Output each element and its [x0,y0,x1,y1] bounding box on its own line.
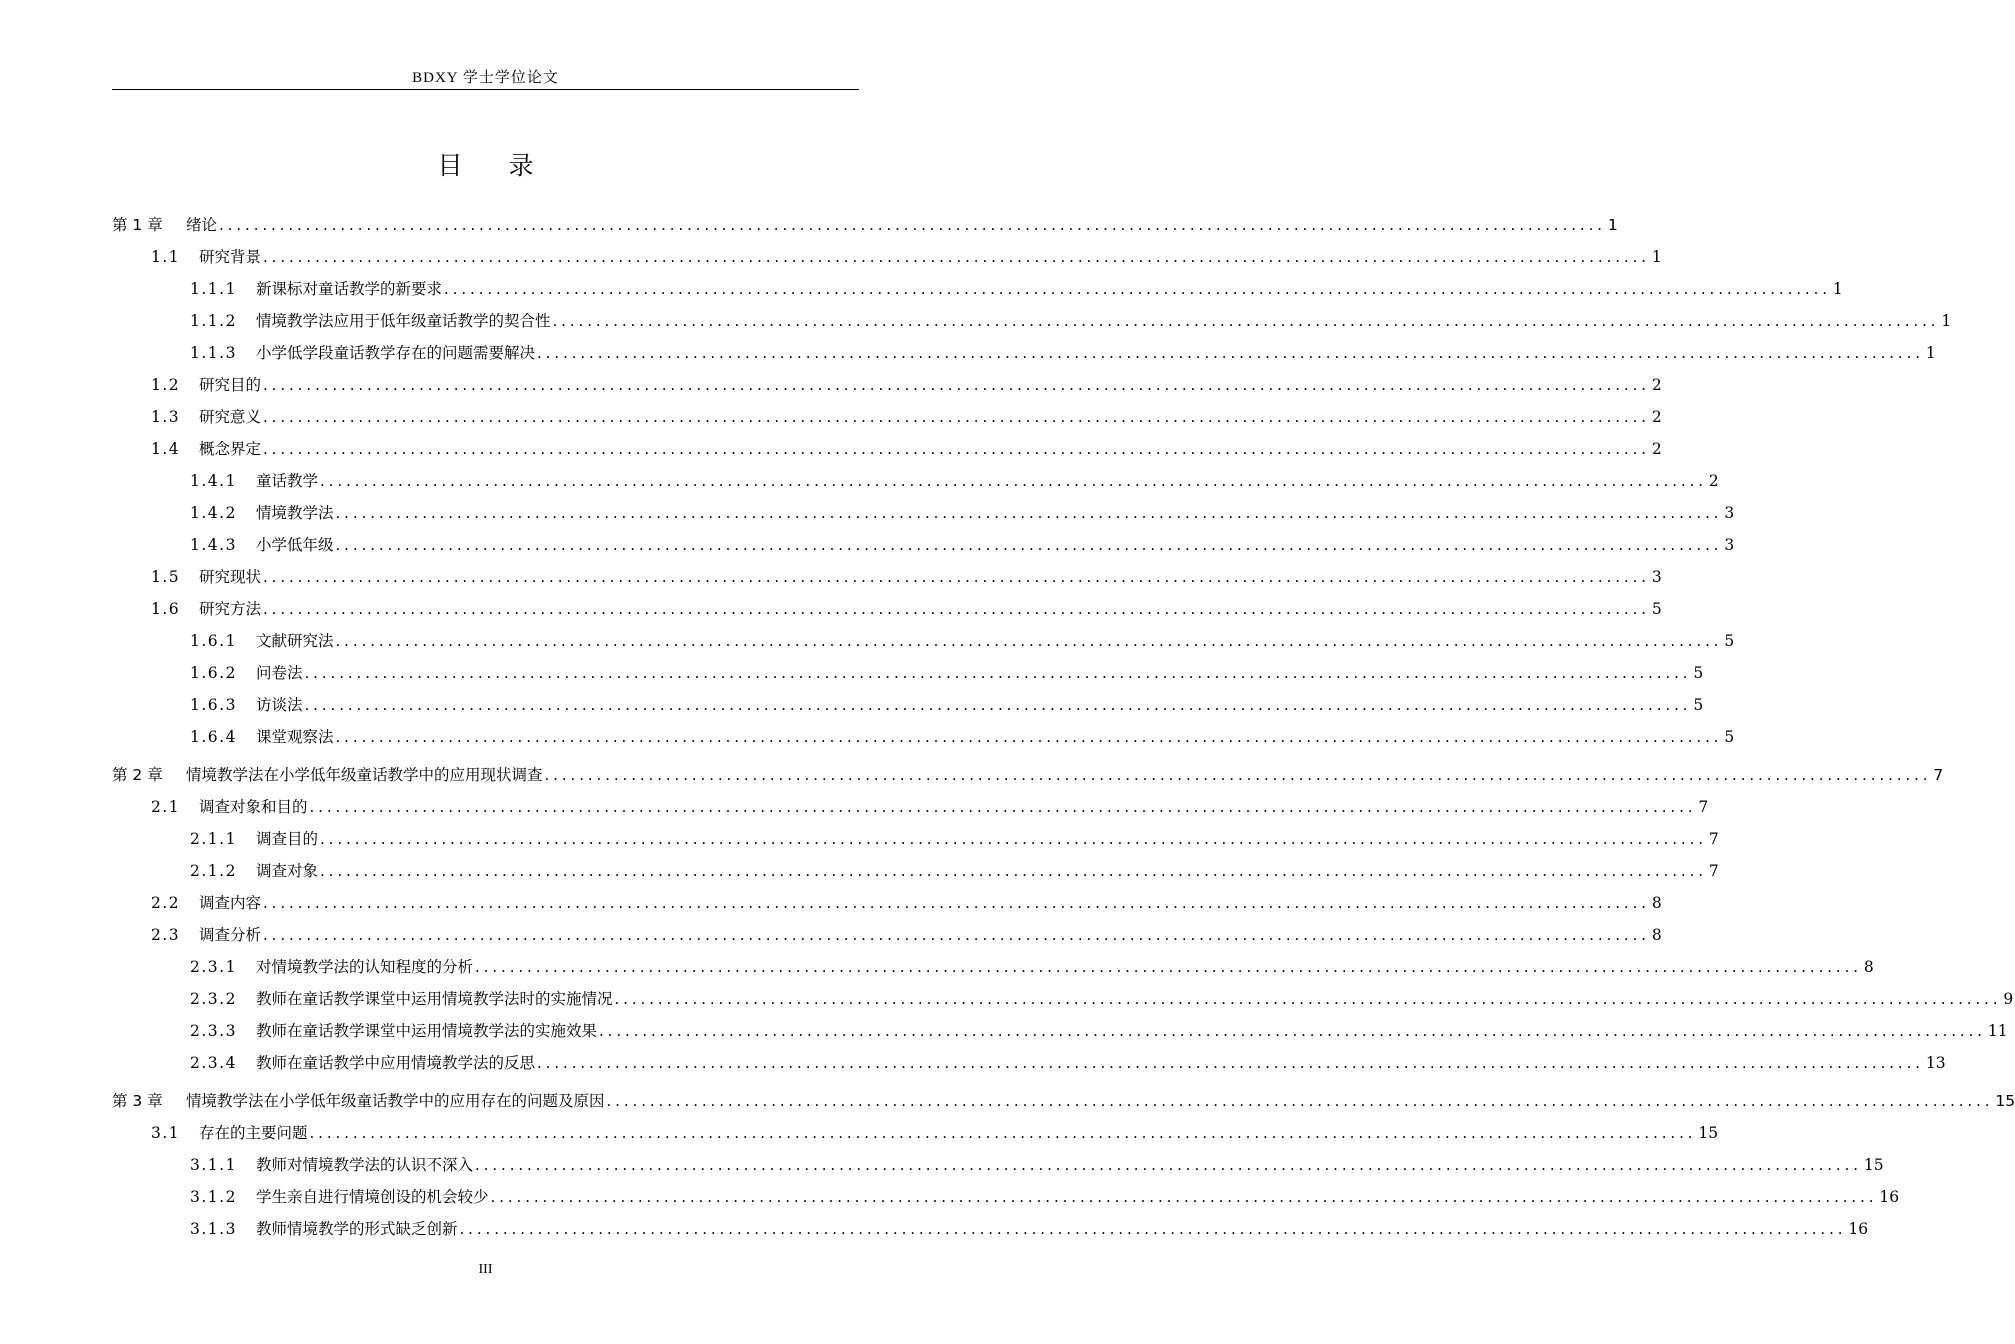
page-number: III [478,1262,493,1277]
toc-entry-number: 3.1.2 [190,1188,237,1206]
toc-entry-page: 2 [1651,376,1662,394]
toc-entry-title: 绪论 [186,216,218,234]
toc-leader-dots: ................................................................................................................................................................ [335,728,1723,746]
toc-entry-number: 2.3.3 [190,1022,237,1040]
toc-title-left: 目 [437,151,463,180]
toc-entry-title: 情境教学法在小学低年级童话教学中的应用存在的问题及原因 [186,1092,605,1110]
toc-leader-dots: ................................................................................................................................................................ [544,766,1932,784]
toc-entry-title: 访谈法 [256,696,303,714]
toc-entry-page: 1 [1925,344,1936,362]
toc-entry-page: 8 [1651,926,1662,944]
toc-leader-dots: ................................................................................................................................................................ [320,830,1707,848]
toc-title-right: 录 [508,151,534,180]
toc-entry-title: 文献研究法 [256,632,334,650]
toc-entry-title: 情境教学法在小学低年级童话教学中的应用现状调查 [186,766,543,784]
toc-subsection-entry[interactable] [190,824,1719,850]
toc-entry-page: 2 [1651,440,1662,458]
toc-chapter-entry[interactable] [112,1086,2015,1112]
toc-subsection-entry[interactable] [190,626,1735,652]
toc-leader-dots: ................................................................................................................................................................ [490,1188,1878,1206]
toc-entry-title: 教师情境教学的形式缺乏创新 [256,1220,458,1238]
toc-entry-number: 2.3.2 [190,990,237,1008]
toc-leader-dots: ................................................................................................................................................................ [263,376,1650,394]
toc-section-entry[interactable] [151,594,1662,620]
toc-entry-title: 课堂观察法 [256,728,334,746]
toc-section-entry[interactable] [151,888,1662,914]
toc-entry-number: 第 2 章 [112,766,163,784]
toc-entry-page: 1 [1941,312,1952,330]
toc-entry-number: 第 1 章 [112,216,163,234]
toc-subsection-entry[interactable] [190,1182,1900,1208]
toc-subsection-entry[interactable] [190,1150,1884,1176]
toc-section-entry[interactable] [151,370,1662,396]
toc-subsection-entry[interactable] [190,338,1936,364]
toc-entry-title: 学生亲自进行情境创设的机会较少 [256,1188,489,1206]
toc-subsection-entry[interactable] [190,498,1735,524]
toc-entry-page: 15 [1698,1124,1719,1142]
toc-leader-dots: ................................................................................................................................................................ [304,664,1692,682]
toc-leader-dots: ................................................................................................................................................................ [459,1220,1847,1238]
toc-entry-page: 2 [1708,472,1719,490]
toc-leader-dots: ................................................................................................................................................................ [599,1022,1986,1040]
toc-entry-page: 5 [1693,696,1704,714]
toc-subsection-entry[interactable] [190,466,1719,492]
toc-entry-title: 教师在童话教学课堂中运用情境教学法的实施效果 [256,1022,598,1040]
toc-entry-page: 9 [2003,990,2014,1008]
toc-entry-number: 1.1.3 [190,344,237,362]
toc-entry-title: 情境教学法 [256,504,334,522]
toc-entry-page: 13 [1925,1054,1946,1072]
toc-entry-number: 2.3 [151,926,181,944]
toc-entry-number: 1.1.1 [190,280,237,298]
toc-entry-number: 2.2 [151,894,181,912]
toc-entry-page: 5 [1693,664,1704,682]
toc-section-entry[interactable] [151,920,1662,946]
toc-entry-title: 调查对象 [256,862,319,880]
toc-section-entry[interactable] [151,402,1662,428]
toc-entry-number: 1.4.3 [190,536,237,554]
toc-leader-dots: ................................................................................................................................................................ [263,568,1650,586]
toc-leader-dots: ................................................................................................................................................................ [219,216,1606,234]
toc-entry-number: 1.2 [151,376,181,394]
toc-entry-page: 8 [1651,894,1662,912]
toc-entry-number: 1.6.4 [190,728,237,746]
toc-entry-page: 7 [1698,798,1709,816]
toc-entry-page: 8 [1863,958,1874,976]
toc-entry-page: 5 [1724,728,1735,746]
toc-section-entry[interactable] [151,242,1662,268]
toc-leader-dots: ................................................................................................................................................................ [263,600,1650,618]
toc-entry-number: 1.4.2 [190,504,237,522]
toc-entry-number: 2.3.4 [190,1054,237,1072]
toc-entry-page: 3 [1724,504,1735,522]
toc-entry-title: 情境教学法应用于低年级童话教学的契合性 [256,312,551,330]
toc-entry-title: 存在的主要问题 [199,1124,308,1142]
toc-entry-page: 15 [1995,1092,2015,1110]
toc-subsection-entry[interactable] [190,530,1735,556]
toc-entry-page: 1 [1607,216,1618,234]
toc-entry-number: 3.1.3 [190,1220,237,1238]
toc-entry-page: 1 [1832,280,1843,298]
toc-leader-dots: ................................................................................................................................................................ [552,312,1940,330]
toc-entry-title: 研究方法 [199,600,262,618]
toc-entry-number: 1.6.1 [190,632,237,650]
toc-entry-page: 1 [1651,248,1662,266]
toc-leader-dots: ................................................................................................................................................................ [475,958,1862,976]
toc-section-entry[interactable] [151,562,1662,588]
toc-leader-dots: ................................................................................................................................................................ [320,472,1707,490]
toc-leader-dots: ................................................................................................................................................................ [320,862,1707,880]
toc-subsection-entry[interactable] [190,984,2014,1010]
toc-entry-page: 7 [1708,862,1719,880]
toc-leader-dots: ................................................................................................................................................................ [263,440,1650,458]
toc-entry-title: 研究目的 [199,376,262,394]
toc-entry-number: 1.5 [151,568,181,586]
toc-entry-title: 调查内容 [199,894,262,912]
toc-entry-page: 3 [1651,568,1662,586]
toc-entry-title: 教师在童话教学中应用情境教学法的反思 [256,1054,536,1072]
toc-entry-title: 小学低年级 [256,536,334,554]
toc-entry-page: 5 [1724,632,1735,650]
toc-entry-title: 童话教学 [256,472,319,490]
toc-entry-number: 1.6.2 [190,664,237,682]
toc-entry-title: 新课标对童话教学的新要求 [256,280,443,298]
toc-entry-number: 2.3.1 [190,958,237,976]
toc-entry-title: 问卷法 [256,664,303,682]
header-rule [112,89,859,90]
toc-entry-number: 2.1.2 [190,862,237,880]
toc-leader-dots: ................................................................................................................................................................ [309,1124,1697,1142]
toc-entry-title: 调查对象和目的 [199,798,308,816]
toc-entry-number: 1.1 [151,248,181,266]
toc-leader-dots: ................................................................................................................................................................ [606,1092,1994,1110]
toc-leader-dots: ................................................................................................................................................................ [537,344,1924,362]
toc-leader-dots: ................................................................................................................................................................ [304,696,1692,714]
toc-entry-page: 2 [1651,408,1662,426]
toc-entry-page: 16 [1848,1220,1869,1238]
toc-entry-title: 教师对情境教学法的认识不深入 [256,1156,474,1174]
toc-leader-dots: ................................................................................................................................................................ [475,1156,1862,1174]
toc-leader-dots: ................................................................................................................................................................ [263,894,1650,912]
toc-leader-dots: ................................................................................................................................................................ [335,536,1723,554]
toc-subsection-entry[interactable] [190,1214,1869,1240]
toc-entry-number: 3.1.1 [190,1156,237,1174]
toc-leader-dots: ................................................................................................................................................................ [263,248,1650,266]
toc-entry-number: 2.1.1 [190,830,237,848]
toc-entry-title: 研究背景 [199,248,262,266]
toc-entry-title: 概念界定 [199,440,262,458]
toc-entry-number: 1.4.1 [190,472,237,490]
toc-leader-dots: ................................................................................................................................................................ [263,408,1650,426]
toc-section-entry[interactable] [151,434,1662,460]
toc-entry-title: 调查目的 [256,830,319,848]
toc-chapter-entry[interactable] [112,760,1944,786]
toc-entry-page: 3 [1724,536,1735,554]
page-header: BDXY 学士学位论文 [412,70,559,86]
toc-entry-number: 1.4 [151,440,181,458]
toc-subsection-entry[interactable] [190,274,1843,300]
toc-subsection-entry[interactable] [190,306,1952,332]
toc-entry-page: 11 [1987,1022,2008,1040]
toc-section-entry[interactable] [151,792,1709,818]
toc-entry-title: 教师在童话教学课堂中运用情境教学法时的实施情况 [256,990,613,1008]
toc-subsection-entry[interactable] [190,952,1874,978]
toc-subsection-entry[interactable] [190,722,1735,748]
toc-subsection-entry[interactable] [190,1016,2008,1042]
toc-subsection-entry[interactable] [190,658,1704,684]
toc-title [112,146,859,182]
toc-entry-page: 7 [1933,766,1944,784]
toc-entry-title: 研究意义 [199,408,262,426]
toc-leader-dots: ................................................................................................................................................................ [335,632,1723,650]
toc-entry-number: 1.6.3 [190,696,237,714]
toc-subsection-entry[interactable] [190,856,1719,882]
toc-subsection-entry[interactable] [190,690,1704,716]
toc-section-entry[interactable] [151,1118,1719,1144]
toc-leader-dots: ................................................................................................................................................................ [444,280,1831,298]
toc-leader-dots: ................................................................................................................................................................ [335,504,1723,522]
toc-entry-page: 15 [1863,1156,1884,1174]
toc-entry-title: 研究现状 [199,568,262,586]
toc-leader-dots: ................................................................................................................................................................ [537,1054,1924,1072]
toc-leader-dots: ................................................................................................................................................................ [263,926,1650,944]
toc-subsection-entry[interactable] [190,1048,1946,1074]
toc-leader-dots: ................................................................................................................................................................ [309,798,1697,816]
toc-entry-page: 7 [1708,830,1719,848]
toc-entry-page: 16 [1879,1188,1900,1206]
toc-chapter-entry[interactable] [112,210,1618,236]
toc-entry-title: 调查分析 [199,926,262,944]
toc-entry-title: 对情境教学法的认知程度的分析 [256,958,474,976]
toc-entry-number: 1.6 [151,600,181,618]
toc-entry-page: 5 [1651,600,1662,618]
toc-leader-dots: ................................................................................................................................................................ [614,990,2002,1008]
toc-entry-title: 小学低学段童话教学存在的问题需要解决 [256,344,536,362]
toc-entry-number: 3.1 [151,1124,181,1142]
toc-entry-number: 2.1 [151,798,181,816]
toc-entry-number: 1.3 [151,408,181,426]
toc-entry-number: 第 3 章 [112,1092,163,1110]
toc-entry-number: 1.1.2 [190,312,237,330]
